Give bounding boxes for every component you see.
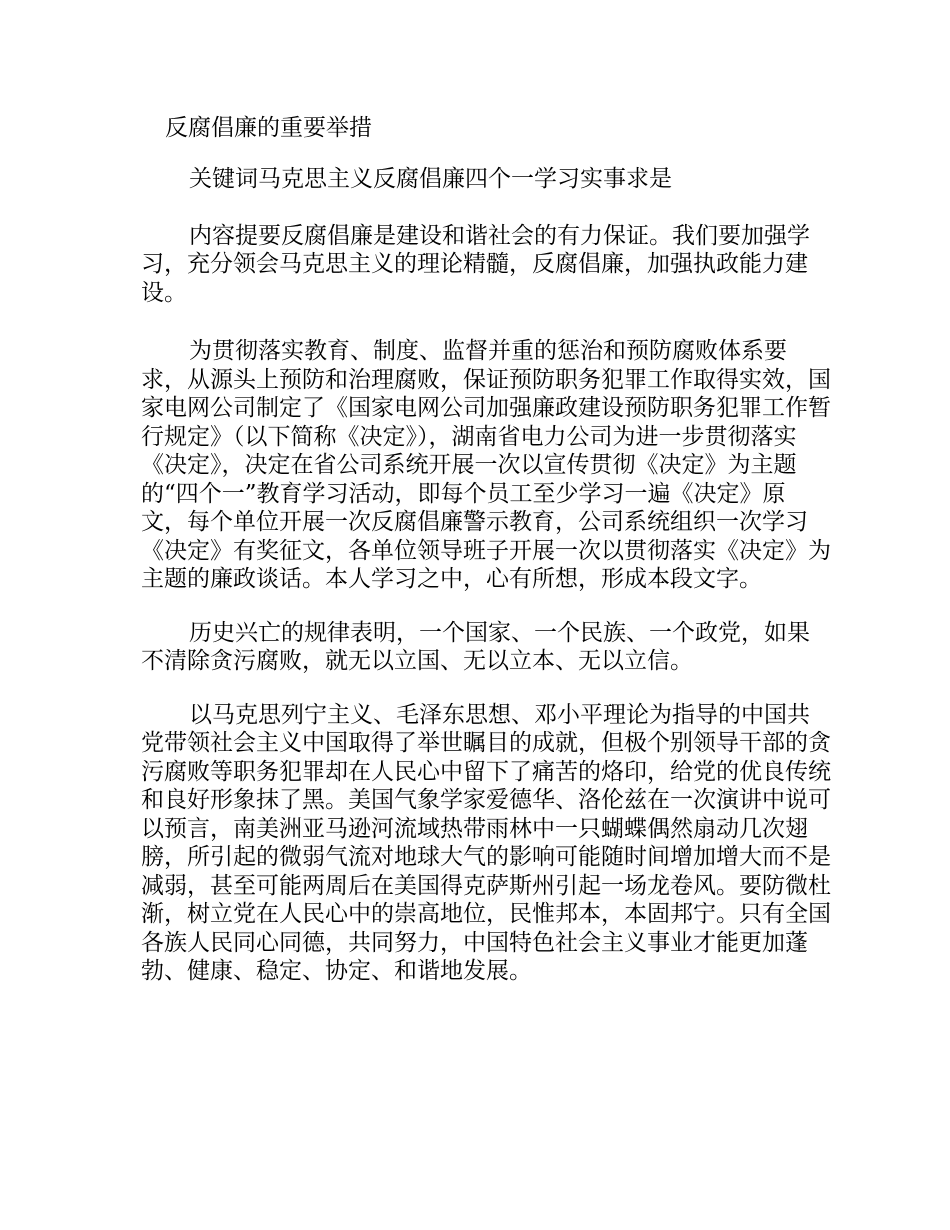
body-paragraph-2: 历史兴亡的规律表明，一个国家、一个民族、一个政党，如果不清除贪污腐败，就无以立国、无以立本、无以立信。 (141, 619, 810, 674)
keywords-paragraph: 关键词马克思主义反腐倡廉四个一学习实事求是 (189, 166, 672, 192)
body-paragraph-3: 以马克思列宁主义、毛泽东思想、邓小平理论为指导的中国共党带领社会主义中国取得了举世瞩目的成就，但极个别领导干部的贪污腐败等职务犯罪却在人民心中留下了痛苦的烙印，给党的优良传统和良好形象抹了黑。美国气象学家爱德华、洛伦兹在一次演讲中说可以预言，南美洲亚马逊河流域热带雨林中一只蝴蝶偶然扇动几次翅膀，所引起的微弱气流对地球大气的影响可能随时间增加增大而不是减弱，甚至可能两周后在美国得克萨斯州引起一场龙卷风。要防微杜渐，树立党在人民心中的崇高地位，民惟邦本，本固邦宁。只有全国各族人民同心同德，共同努力，中国特色社会主义事业才能更加蓬勃、健康、稳定、协定、和谐地发展。 (141, 701, 831, 984)
document-title: 反腐倡廉的重要举措 (165, 115, 372, 141)
abstract-paragraph: 内容提要反腐倡廉是建设和谐社会的有力保证。我们要加强学习，充分领会马克思主义的理论精髓，反腐倡廉，加强执政能力建设。 (141, 222, 810, 306)
document-body (141, 113, 831, 1011)
body-paragraph-1: 为贯彻落实教育、制度、监督并重的惩治和预防腐败体系要求，从源头上预防和治理腐败，保证预防职务犯罪工作取得实效，国家电网公司制定了《国家电网公司加强廉政建设预防职务犯罪工作暂行规定》（以下简称《决定》），湖南省电力公司为进一步贯彻落实《决定》，决定在省公司系统开展一次以宣传贯彻《决定》为主题的“四个一”教育学习活动，即每个员工至少学习一遍《决定》原文，每个单位开展一次反腐倡廉警示教育，公司系统组织一次学习《决定》有奖征文，各单位领导班子开展一次以贯彻落实《决定》为主题的廉政谈话。本人学习之中，心有所想，形成本段文字。 (141, 338, 831, 592)
